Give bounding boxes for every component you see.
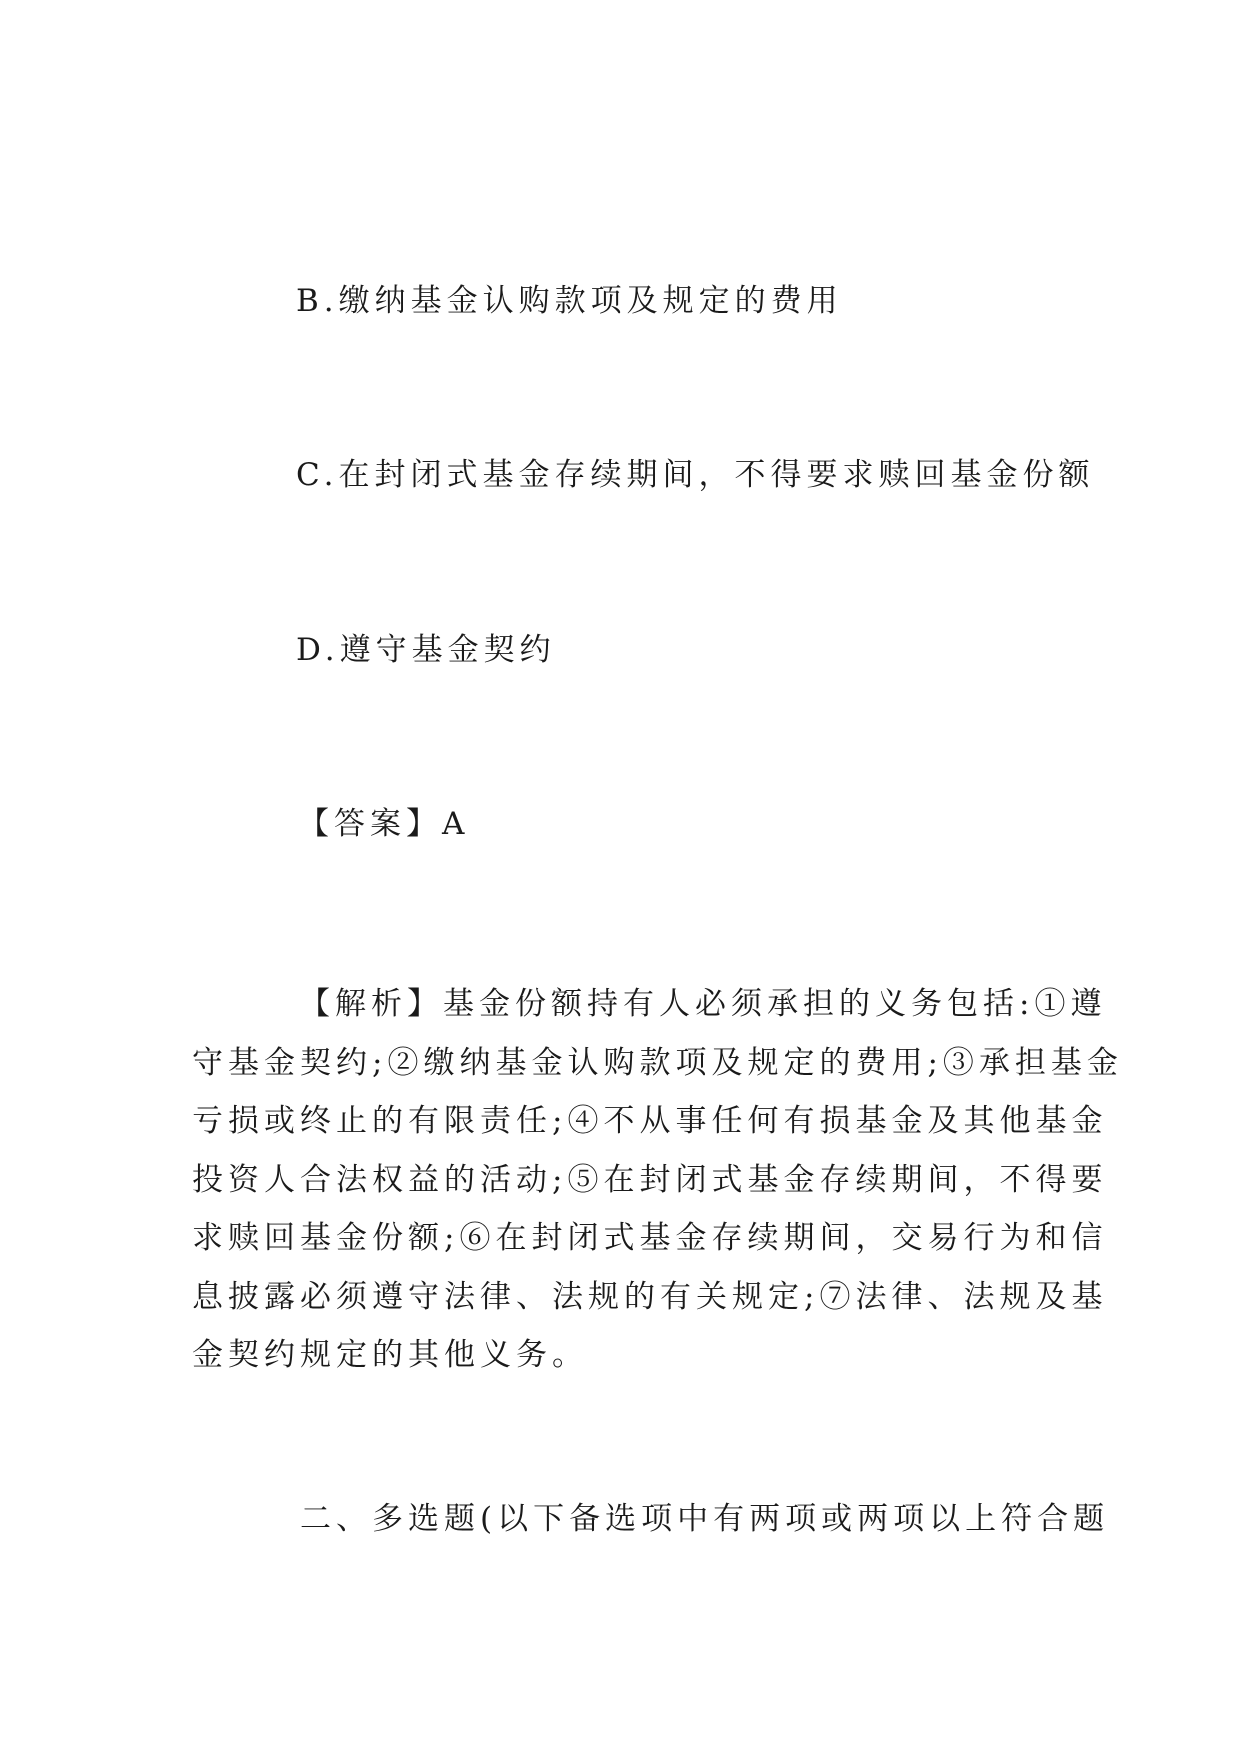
analysis-line: 投资人合法权益的活动;⑤在封闭式基金存续期间，不得要 (192, 1161, 1108, 1198)
section-heading: 二、多选题(以下备选项中有两项或两项以上符合题 (300, 1501, 1110, 1537)
analysis-paragraph (192, 975, 1123, 1385)
option-c: C.在封闭式基金存续期间，不得要求赎回基金份额 (296, 457, 1095, 493)
analysis-line: 金契约规定的其他义务。 (192, 1337, 588, 1373)
analysis-line: 【解析】基金份额持有人必须承担的义务包括:①遵 (299, 986, 1107, 1022)
analysis-line: 守基金契约;②缴纳基金认购款项及规定的费用;③承担基金 (192, 1044, 1123, 1081)
option-d: D.遵守基金契约 (296, 632, 556, 668)
analysis-line: 求赎回基金份额;⑥在封闭式基金存续期间，交易行为和信 (192, 1220, 1108, 1256)
analysis-line: 亏损或终止的有限责任;④不从事任何有损基金及其他基金 (192, 1103, 1108, 1139)
answer-line: 【答案】A (298, 806, 470, 842)
analysis-line: 息披露必须遵守法律、法规的有关规定;⑦法律、法规及基 (192, 1278, 1108, 1315)
option-b: B.缴纳基金认购款项及规定的费用 (296, 283, 843, 319)
